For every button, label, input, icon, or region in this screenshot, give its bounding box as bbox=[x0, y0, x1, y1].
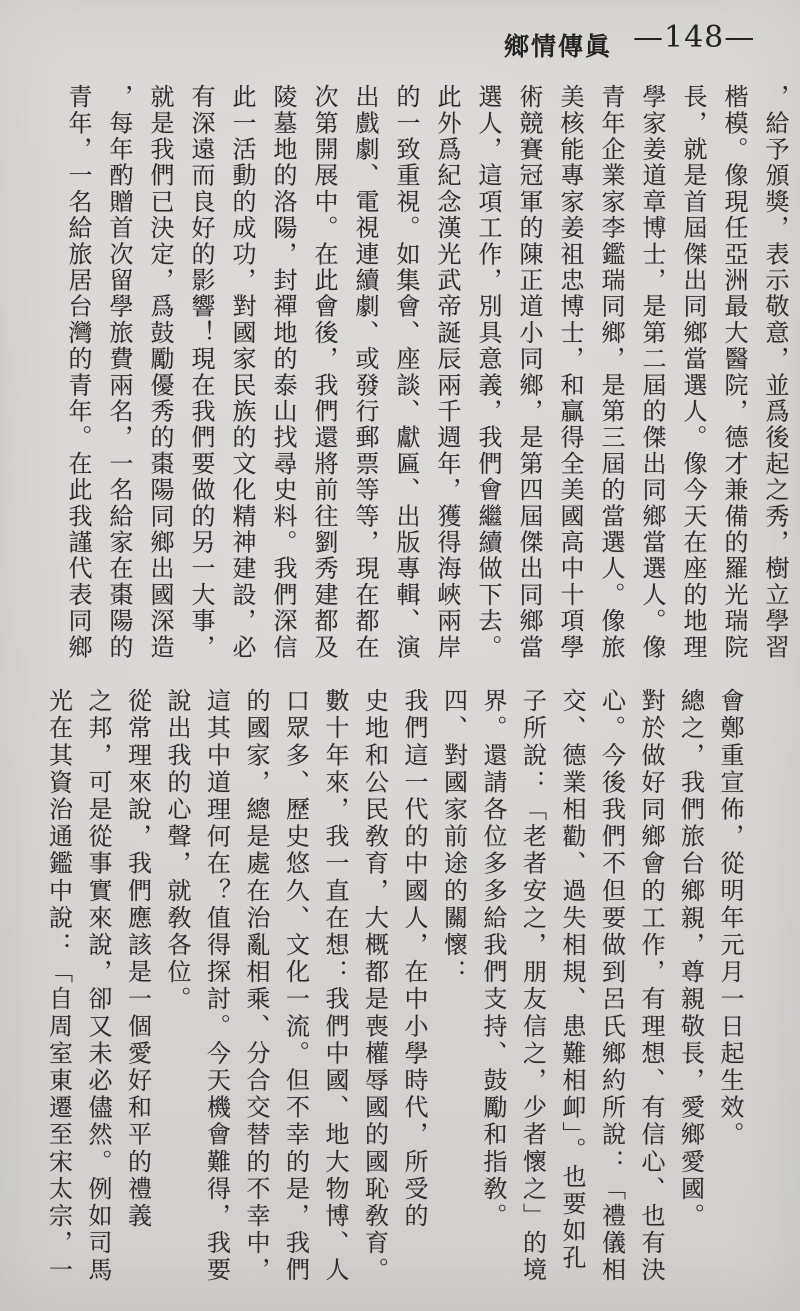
text-column: 長，就是首屆傑出同鄉當選人。像今天在座的地理 bbox=[679, 84, 707, 661]
text-column: 陵墓地的洛陽，封禪地的泰山找尋史料。我們深信 bbox=[269, 84, 297, 661]
text-column: 界。還請各位多多給我們支持、鼓勵和指敎。 bbox=[479, 688, 507, 1230]
text-column: 學家姜道章博士，是第二屆的傑出同鄉當選人。像 bbox=[638, 84, 666, 661]
text-column: 選人，這項工作，別具意義，我們會繼續做下去。 bbox=[474, 84, 502, 661]
text-column: ，每年酌贈首次留學旅費兩名，一名給家在棗陽的 bbox=[105, 84, 133, 661]
text-column: 心。今後我們不但要做到呂氏鄉約所說：「禮儀相 bbox=[597, 688, 626, 1285]
text-column: 此一活動的成功，對國家民族的文化精神建設，必 bbox=[228, 84, 256, 661]
text-column: 之邦，可是從事實來說，卻又未必儘然。例如司馬 bbox=[84, 688, 112, 1285]
text-column: 有深遠而良好的影響！現在我們要做的另一大事， bbox=[187, 84, 215, 661]
text-column: 就是我們已決定，爲鼓勵優秀的棗陽同鄉出國深造 bbox=[146, 84, 174, 661]
text-column: 出戲劇、電視連續劇、或發行郵票等等，現在都在 bbox=[351, 84, 379, 661]
text-column: 這其中道理何在？值得探討。今天機會難得，我要 bbox=[202, 688, 231, 1285]
text-column: 史地和公民敎育，大概都是喪權辱國的國恥敎育。 bbox=[360, 688, 389, 1285]
text-column: 的一致重視。如集會、座談、獻匾、出版專輯、演 bbox=[392, 84, 420, 661]
text-column: 數十年來，我一直在想：我們中國、地大物博、人 bbox=[321, 688, 349, 1285]
text-column: 四、對國家前途的關懷： bbox=[439, 688, 468, 987]
text-column: 楷模。像現任亞洲最大醫院，德才兼備的羅光瑞院 bbox=[720, 84, 748, 661]
text-column: 次第開展中。在此會後，我們還將前往劉秀建都及 bbox=[310, 84, 338, 661]
text-column: 從常理來說，我們應該是一個愛好和平的禮義 bbox=[123, 688, 152, 1230]
text-column: 光在其資治通鑑中說：「自周室東遷至宋太宗，一 bbox=[44, 688, 73, 1285]
text-column: 會鄭重宣佈，從明年元月一日起生效。 bbox=[716, 688, 744, 1149]
publication-title: 鄉情傳眞 bbox=[504, 32, 613, 61]
text-column: 我們這一代的中國人，在中小學時代，所受的 bbox=[400, 688, 428, 1230]
page-number: —148— bbox=[633, 20, 756, 55]
text-column: 術競賽冠軍的陳正道小同鄉，是第四屆傑出同鄉當 bbox=[515, 84, 543, 661]
text-column: 總之，我們旅台鄉親，尊親敬長，愛鄉愛國。 bbox=[676, 688, 705, 1230]
text-block-upper bbox=[57, 84, 795, 666]
text-column: ，給予頒獎，表示敬意，並爲後起之秀，樹立學習 bbox=[761, 84, 789, 661]
text-column: 的國家，總是處在治亂相乘、分合交替的不幸中， bbox=[242, 688, 270, 1285]
text-column: 子所說：「老者安之，朋友信之，少者懷之」的境 bbox=[518, 688, 547, 1285]
text-column: 交、德業相勸、過失相規、患難相卹」。也要如孔 bbox=[558, 688, 586, 1273]
text-column: 對於做好同鄉會的工作，有理想、有信心、也有決 bbox=[637, 688, 665, 1285]
text-column: 美核能專家姜祖忠博士，和贏得全美國高中十項學 bbox=[556, 84, 584, 661]
text-column: 青年企業家李鑑瑞同鄉，是第三屆的當選人。像旅 bbox=[597, 84, 625, 661]
text-column: 此外爲紀念漢光武帝誕辰兩千週年，獲得海峽兩岸 bbox=[433, 84, 461, 661]
text-column: 口眾多、歷史悠久、文化一流。但不幸的是，我們 bbox=[281, 688, 310, 1285]
text-block-lower bbox=[38, 688, 749, 1289]
text-column: 說出我的心聲，就敎各位。 bbox=[163, 688, 191, 1014]
text-column: 青年，一名給旅居台灣的青年。在此我謹代表同鄉 bbox=[64, 84, 92, 661]
